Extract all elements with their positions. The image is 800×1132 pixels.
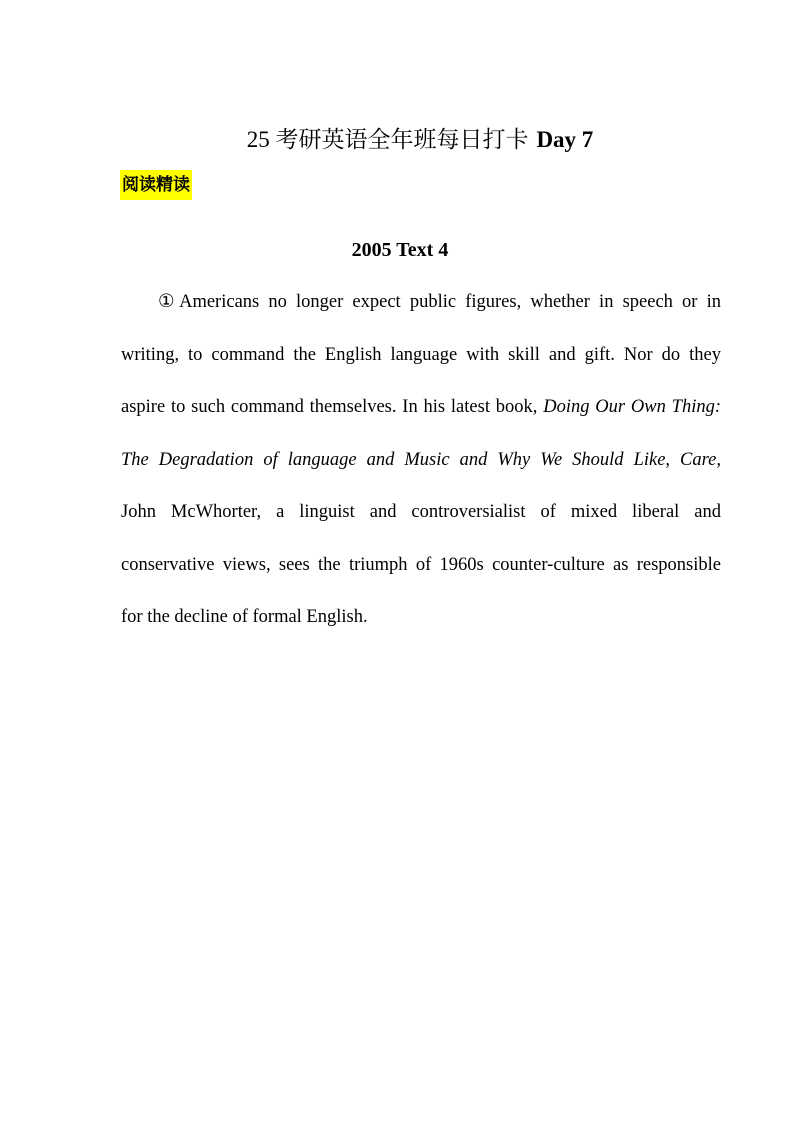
passage-title: 2005 Text 4 xyxy=(351,239,449,261)
book-title-part-1: Doing Our Own Thing: xyxy=(543,397,721,417)
page-title-chinese: 25 考研英语全年班每日打卡 xyxy=(246,127,529,152)
page-title xyxy=(0,124,800,156)
page-title-day: Day 7 xyxy=(536,127,594,152)
passage-line xyxy=(121,389,721,442)
passage-body xyxy=(121,284,721,652)
passage-line-text: aspire to such command themselves. In his latest book, xyxy=(121,397,544,417)
section-label-highlight: 阅读精读 xyxy=(120,170,192,200)
passage-line: for the decline of formal English. xyxy=(121,607,368,627)
book-title-part-2: The Degradation of language and Music and Why We Should Like, Care, xyxy=(121,449,721,470)
passage-line: ①Americans no longer expect public figures, whether in speech or in xyxy=(158,292,721,312)
passage-line: writing, to command the English language with skill and gift. Nor do they xyxy=(121,344,721,365)
passage-line: John McWhorter, a linguist and controversialist of mixed liberal and xyxy=(121,502,721,522)
passage-line: conservative views, sees the triumph of 1960s counter-culture as responsible xyxy=(121,554,721,575)
